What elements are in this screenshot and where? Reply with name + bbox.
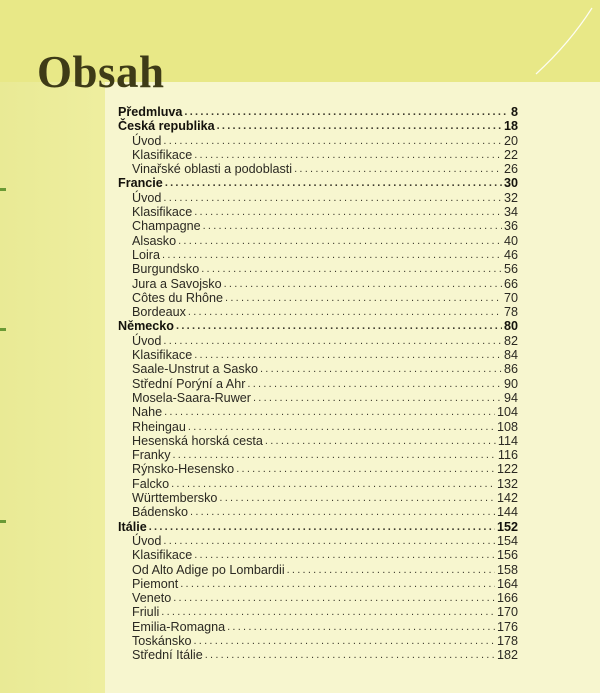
toc-entry-label: Nahe (132, 405, 163, 420)
toc-dot-leader (163, 134, 502, 148)
toc-entry-label: Klasifikace (132, 348, 193, 363)
toc-page-number: 144 (496, 505, 518, 520)
toc-dot-leader (162, 248, 502, 262)
toc-subentry[interactable] (118, 248, 518, 262)
toc-page-number: 30 (503, 176, 518, 191)
toc-dot-leader (217, 119, 502, 133)
toc-subentry[interactable] (118, 219, 518, 233)
toc-dot-leader (173, 448, 496, 462)
toc-subentry[interactable] (118, 334, 518, 348)
toc-subentry[interactable] (118, 448, 518, 462)
toc-page-number: 104 (496, 405, 518, 420)
toc-subentry[interactable] (118, 648, 518, 662)
toc-entry-label: Klasifikace (132, 147, 193, 162)
toc-subentry[interactable] (118, 534, 518, 548)
toc-page-number: 70 (503, 290, 518, 305)
toc-subentry[interactable] (118, 391, 518, 405)
toc-entry-label: Úvod (132, 190, 162, 205)
toc-subentry[interactable] (118, 405, 518, 419)
toc-entry-label: Vinařské oblasti a podoblasti (132, 162, 293, 177)
toc-page-number: 18 (503, 119, 518, 134)
toc-page-number: 82 (503, 333, 518, 348)
toc-page-number: 166 (496, 591, 518, 606)
toc-entry-label: Emilia-Romagna (132, 619, 226, 634)
toc-entry-label: Klasifikace (132, 205, 193, 220)
toc-entry-label: Friuli (132, 605, 160, 620)
toc-dot-leader (163, 334, 502, 348)
toc-entry-label: Champagne (132, 219, 201, 234)
toc-dot-leader (194, 205, 502, 219)
toc-entry-label: Francie (118, 176, 163, 191)
toc-page-number: 170 (496, 605, 518, 620)
toc-section-entry[interactable] (118, 119, 518, 133)
toc-dot-leader (236, 462, 495, 476)
toc-subentry[interactable] (118, 305, 518, 319)
toc-dot-leader (190, 505, 495, 519)
toc-entry-label: Úvod (132, 533, 162, 548)
toc-entry-label: Bádensko (132, 505, 189, 520)
toc-dot-leader (201, 262, 502, 276)
toc-subentry[interactable] (118, 205, 518, 219)
toc-dot-leader (253, 391, 502, 405)
toc-dot-leader (225, 291, 502, 305)
toc-page-number: 40 (503, 233, 518, 248)
toc-dot-leader (176, 319, 502, 333)
toc-entry-label: Veneto (132, 591, 172, 606)
toc-page-number: 66 (503, 276, 518, 291)
toc-page-number: 182 (496, 648, 518, 663)
toc-dot-leader (173, 591, 495, 605)
toc-dot-leader (194, 548, 495, 562)
toc-subentry[interactable] (118, 134, 518, 148)
toc-entry-label: Württembersko (132, 491, 218, 506)
toc-page-number: 154 (496, 533, 518, 548)
toc-entry-label: Rheingau (132, 419, 186, 434)
toc-page-number: 156 (496, 548, 518, 563)
toc-subentry[interactable] (118, 148, 518, 162)
page-title: Obsah (37, 47, 165, 97)
toc-page-number: 176 (496, 619, 518, 634)
toc-dot-leader (178, 234, 502, 248)
toc-entry-label: Střední Itálie (132, 648, 203, 663)
toc-page-number: 86 (503, 362, 518, 377)
toc-dot-leader (219, 491, 495, 505)
toc-page-number: 108 (496, 419, 518, 434)
toc-dot-leader (194, 148, 502, 162)
toc-page-number: 20 (503, 133, 518, 148)
toc-subentry[interactable] (118, 620, 518, 634)
toc-entry-label: Úvod (132, 333, 162, 348)
toc-dot-leader (164, 405, 495, 419)
toc-subentry[interactable] (118, 262, 518, 276)
left-band (0, 0, 105, 693)
toc-subentry[interactable] (118, 162, 518, 176)
toc-subentry[interactable] (118, 362, 518, 376)
toc-entry-label: Česká republika (118, 119, 215, 134)
toc-entry-label: Předmluva (118, 105, 183, 119)
toc-subentry[interactable] (118, 420, 518, 434)
toc-entry-label: Hesenská horská cesta (132, 433, 263, 448)
toc-entry-label: Toskánsko (132, 633, 192, 648)
toc-entry-label: Úvod (132, 133, 162, 148)
toc-dot-leader (227, 620, 495, 634)
toc-page-number: 36 (503, 219, 518, 234)
toc-page-number: 46 (503, 247, 518, 262)
toc-section-entry[interactable] (118, 105, 518, 119)
toc-entry-label: Itálie (118, 519, 147, 534)
toc-page-number: 158 (496, 562, 518, 577)
toc-entry-label: Klasifikace (132, 548, 193, 563)
toc-subentry[interactable] (118, 634, 518, 648)
toc-page-number: 114 (497, 433, 518, 448)
toc-subentry[interactable] (118, 377, 518, 391)
toc-entry-label: Loira (132, 247, 161, 262)
toc-dot-leader (180, 577, 495, 591)
toc-dot-leader (203, 219, 502, 233)
toc-dot-leader (294, 162, 502, 176)
toc-page-number: 78 (503, 305, 518, 320)
toc-page-number: 164 (496, 576, 518, 591)
toc-dot-leader (194, 634, 495, 648)
toc-entry-label: Alsasko (132, 233, 177, 248)
toc-dot-leader (188, 305, 502, 319)
toc-page-number: 94 (503, 390, 518, 405)
toc-page-number: 84 (503, 348, 518, 363)
toc-page-number: 152 (496, 519, 518, 534)
toc-entry-label: Côtes du Rhône (132, 290, 224, 305)
toc-subentry[interactable] (118, 477, 518, 491)
toc-page-number: 56 (503, 262, 518, 277)
toc-entry-label: Německo (118, 319, 175, 334)
toc-page-number: 22 (503, 147, 518, 162)
toc-entry-label: Rýnsko-Hesensko (132, 462, 235, 477)
toc-page-number: 34 (503, 205, 518, 220)
toc-page-number: 32 (503, 190, 518, 205)
toc-subentry[interactable] (118, 348, 518, 362)
toc-subentry[interactable] (118, 605, 518, 619)
toc-dot-leader (247, 377, 502, 391)
toc-page-number: 122 (496, 462, 518, 477)
toc-dot-leader (287, 563, 495, 577)
toc-dot-leader (161, 605, 495, 619)
toc-page-number: 132 (496, 476, 518, 491)
toc-section-entry[interactable] (118, 176, 518, 190)
toc-subentry[interactable] (118, 291, 518, 305)
toc-subentry[interactable] (118, 577, 518, 591)
toc-subentry[interactable] (118, 434, 518, 448)
toc-entry-label: Burgundsko (132, 262, 200, 277)
toc-page-number: 142 (496, 491, 518, 506)
toc-subentry[interactable] (118, 505, 518, 519)
toc-page-number: 80 (503, 319, 518, 334)
toc-dot-leader (224, 277, 502, 291)
toc-section-entry[interactable] (118, 520, 518, 534)
toc-entry-label: Od Alto Adige po Lombardii (132, 562, 285, 577)
toc-entry-label: Saale-Unstrut a Sasko (132, 362, 258, 377)
toc-subentry[interactable] (118, 563, 518, 577)
toc-subentry[interactable] (118, 591, 518, 605)
toc-page-number: 26 (503, 162, 518, 177)
toc-entry-label: Mosela-Saara-Ruwer (132, 390, 251, 405)
toc-subentry[interactable] (118, 277, 518, 291)
toc-dot-leader (184, 105, 509, 119)
toc-dot-leader (165, 176, 502, 190)
toc-dot-leader (205, 648, 495, 662)
toc-dot-leader (188, 420, 495, 434)
toc-dot-leader (265, 434, 496, 448)
toc-page-number: 8 (510, 105, 518, 119)
toc-dot-leader (194, 348, 502, 362)
toc-subentry[interactable] (118, 462, 518, 476)
toc-dot-leader (163, 191, 502, 205)
toc-dot-leader (171, 477, 495, 491)
toc-entry-label: Franky (132, 448, 171, 463)
toc-subentry[interactable] (118, 191, 518, 205)
toc-dot-leader (260, 362, 502, 376)
toc-entry-label: Bordeaux (132, 305, 186, 320)
toc-subentry[interactable] (118, 491, 518, 505)
toc-entry-label: Střední Porýní a Ahr (132, 376, 246, 391)
toc-subentry[interactable] (118, 548, 518, 562)
toc-section-entry[interactable] (118, 319, 518, 333)
toc-dot-leader (149, 520, 495, 534)
toc-entry-label: Piemont (132, 576, 179, 591)
table-of-contents (118, 105, 518, 663)
toc-entry-label: Falcko (132, 476, 170, 491)
toc-dot-leader (163, 534, 495, 548)
toc-page-number: 178 (496, 633, 518, 648)
toc-subentry[interactable] (118, 234, 518, 248)
toc-page-number: 116 (497, 448, 518, 463)
toc-entry-label: Jura a Savojsko (132, 276, 222, 291)
toc-page-number: 90 (503, 376, 518, 391)
